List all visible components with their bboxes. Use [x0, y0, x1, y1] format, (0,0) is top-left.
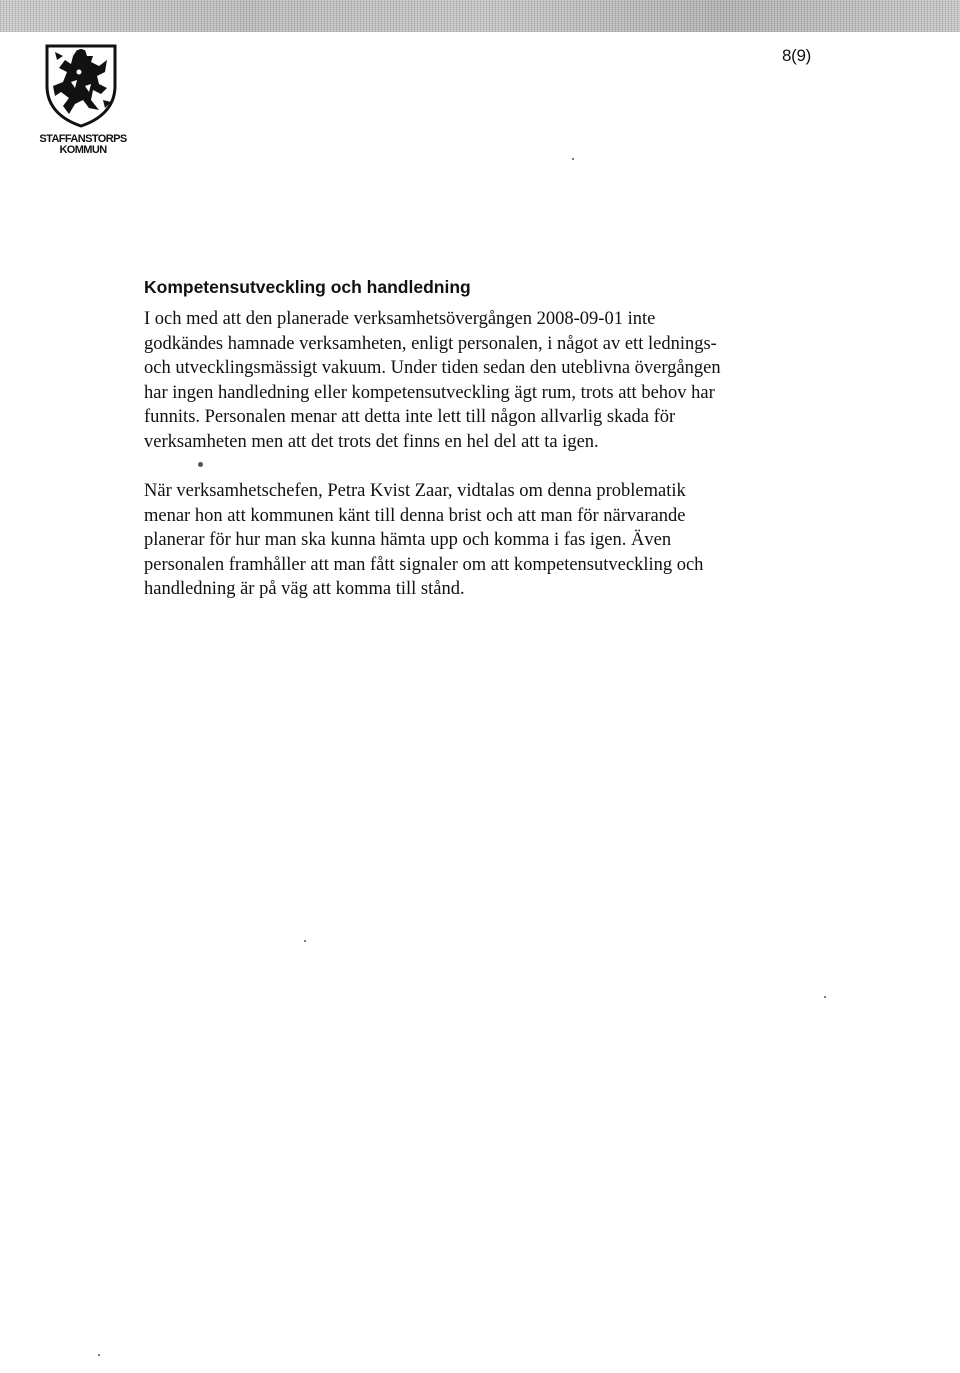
- paragraph: [144, 307, 844, 454]
- scan-speck: [572, 158, 574, 160]
- paragraph-line: personalen framhåller att man fått signaler om att kompetensutveckling och: [144, 554, 704, 575]
- organization-name: [16, 134, 150, 156]
- scan-speck: [198, 462, 203, 467]
- municipality-logo: [16, 42, 136, 156]
- paragraph-line: planerar för hur man ska kunna hämta upp och komma i fas igen. Även: [144, 530, 672, 550]
- page-number: 8(9): [782, 46, 812, 65]
- paragraph-line: verksamheten men att det trots det finns en hel del att ta igen.: [144, 431, 599, 452]
- paragraph-line: När verksamhetschefen, Petra Kvist Zaar, vidtalas om denna problematik: [144, 481, 686, 501]
- scan-artifact-band: [0, 0, 960, 32]
- staffanstorp-crest-griffin-icon: [41, 42, 121, 128]
- paragraph-line: godkändes hamnade verksamheten, enligt personalen, i något av ett lednings-: [144, 333, 717, 354]
- paragraph-line: funnits. Personalen menar att detta inte lett till någon allvarlig skada för: [144, 407, 676, 427]
- paragraph-line: har ingen handledning eller kompetensutveckling ägt rum, trots att behov har: [144, 382, 715, 403]
- paragraph: [144, 479, 844, 602]
- organization-name-line: KOMMUN: [59, 144, 107, 156]
- scan-speck: [304, 940, 306, 942]
- section-heading: Kompetensutveckling och handledning: [144, 277, 471, 297]
- scan-speck: [98, 1354, 100, 1356]
- paragraph-line: och utvecklingsmässigt vakuum. Under tiden sedan den uteblivna övergången: [144, 358, 721, 378]
- paragraph-line: menar hon att kommunen känt till denna brist och att man för närvarande: [144, 505, 686, 526]
- paragraph-line: handledning är på väg att komma till stånd.: [144, 579, 465, 599]
- scan-speck: [824, 996, 826, 998]
- paragraph-line: I och med att den planerade verksamhetsövergången 2008-09-01 inte: [144, 309, 656, 329]
- organization-name-line: STAFFANSTORPS: [39, 133, 127, 145]
